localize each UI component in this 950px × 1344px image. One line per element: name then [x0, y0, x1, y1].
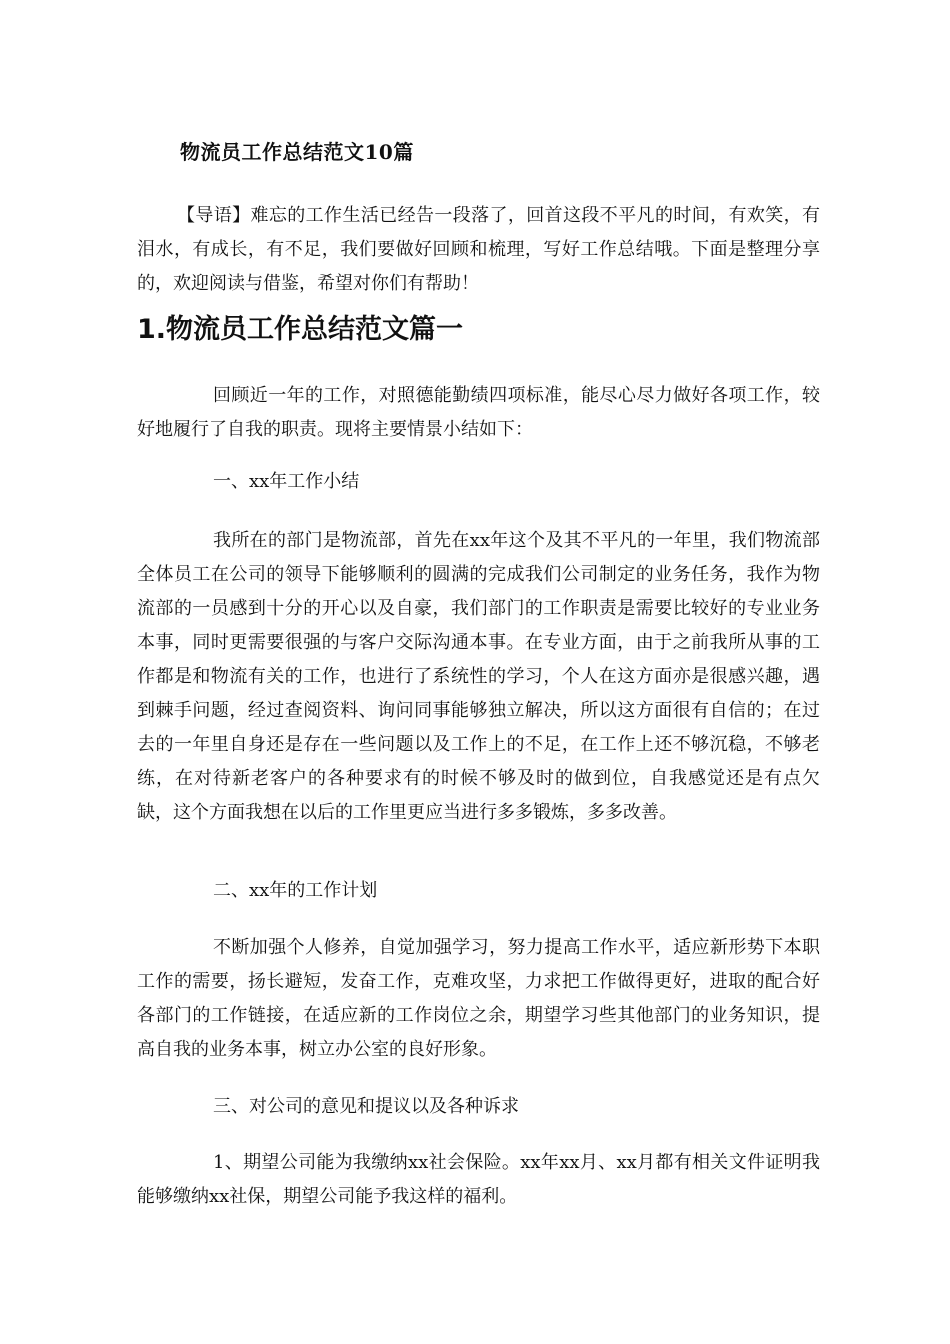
intro-paragraph: 【导语】难忘的工作生活已经告一段落了，回首这段不平凡的时间，有欢笑，有泪水，有成长，有不足，我们要做好回顾和梳理，写好工作总结哦。下面是整理分享的，欢迎阅读与借鉴，希望对你们有帮助！	[137, 205, 820, 294]
document-title: 物流员工作总结范文10篇	[180, 140, 414, 164]
paragraph-suggestion-1: 1、期望公司能为我缴纳xx社会保险。xx年xx月、xx月都有相关文件证明我能够缴纳xx社保，期望公司能予我这样的福利。	[137, 1152, 820, 1207]
subheading-work-summary: 一、xx年工作小结	[213, 471, 360, 492]
section-heading: 1.物流员工作总结范文篇一	[137, 314, 464, 345]
subheading-work-plan: 二、xx年的工作计划	[213, 880, 378, 901]
subheading-suggestions: 三、对公司的意见和提议以及各种诉求	[213, 1096, 519, 1117]
paragraph-work-summary: 我所在的部门是物流部，首先在xx年这个及其不平凡的一年里，我们物流部全体员工在公司的领导下能够顺利的圆满的完成我们公司制定的业务任务，我作为物流部的一员感到十分的开心以及自豪，我们部门的工作职责是需要比较好的专业业务本事，同时更需要很强的与客户交际沟通本事。在专业方面，由于之前我所从事的工作都是和物流有关的工作，也进行了系统性的学习，个人在这方面亦是很感兴趣，遇到棘手问题，经过查阅资料、询问同事能够独立解决，所以这方面很有自信的；在过去的一年里自身还是存在一些问题以及工作上的不足，在工作上还不够沉稳，不够老练，在对待新老客户的各种要求有的时候不够及时的做到位，自我感觉还是有点欠缺，这个方面我想在以后的工作里更应当进行多多锻炼，多多改善。	[137, 530, 820, 823]
paragraph-work-plan: 不断加强个人修养，自觉加强学习，努力提高工作水平，适应新形势下本职工作的需要，扬长避短，发奋工作，克难攻坚，力求把工作做得更好，进取的配合好各部门的工作链接，在适应新的工作岗位之余，期望学习些其他部门的业务知识，提高自我的业务本事，树立办公室的良好形象。	[137, 937, 820, 1060]
paragraph-review: 回顾近一年的工作，对照德能勤绩四项标准，能尽心尽力做好各项工作，较好地履行了自我的职责。现将主要情景小结如下：	[137, 385, 820, 440]
